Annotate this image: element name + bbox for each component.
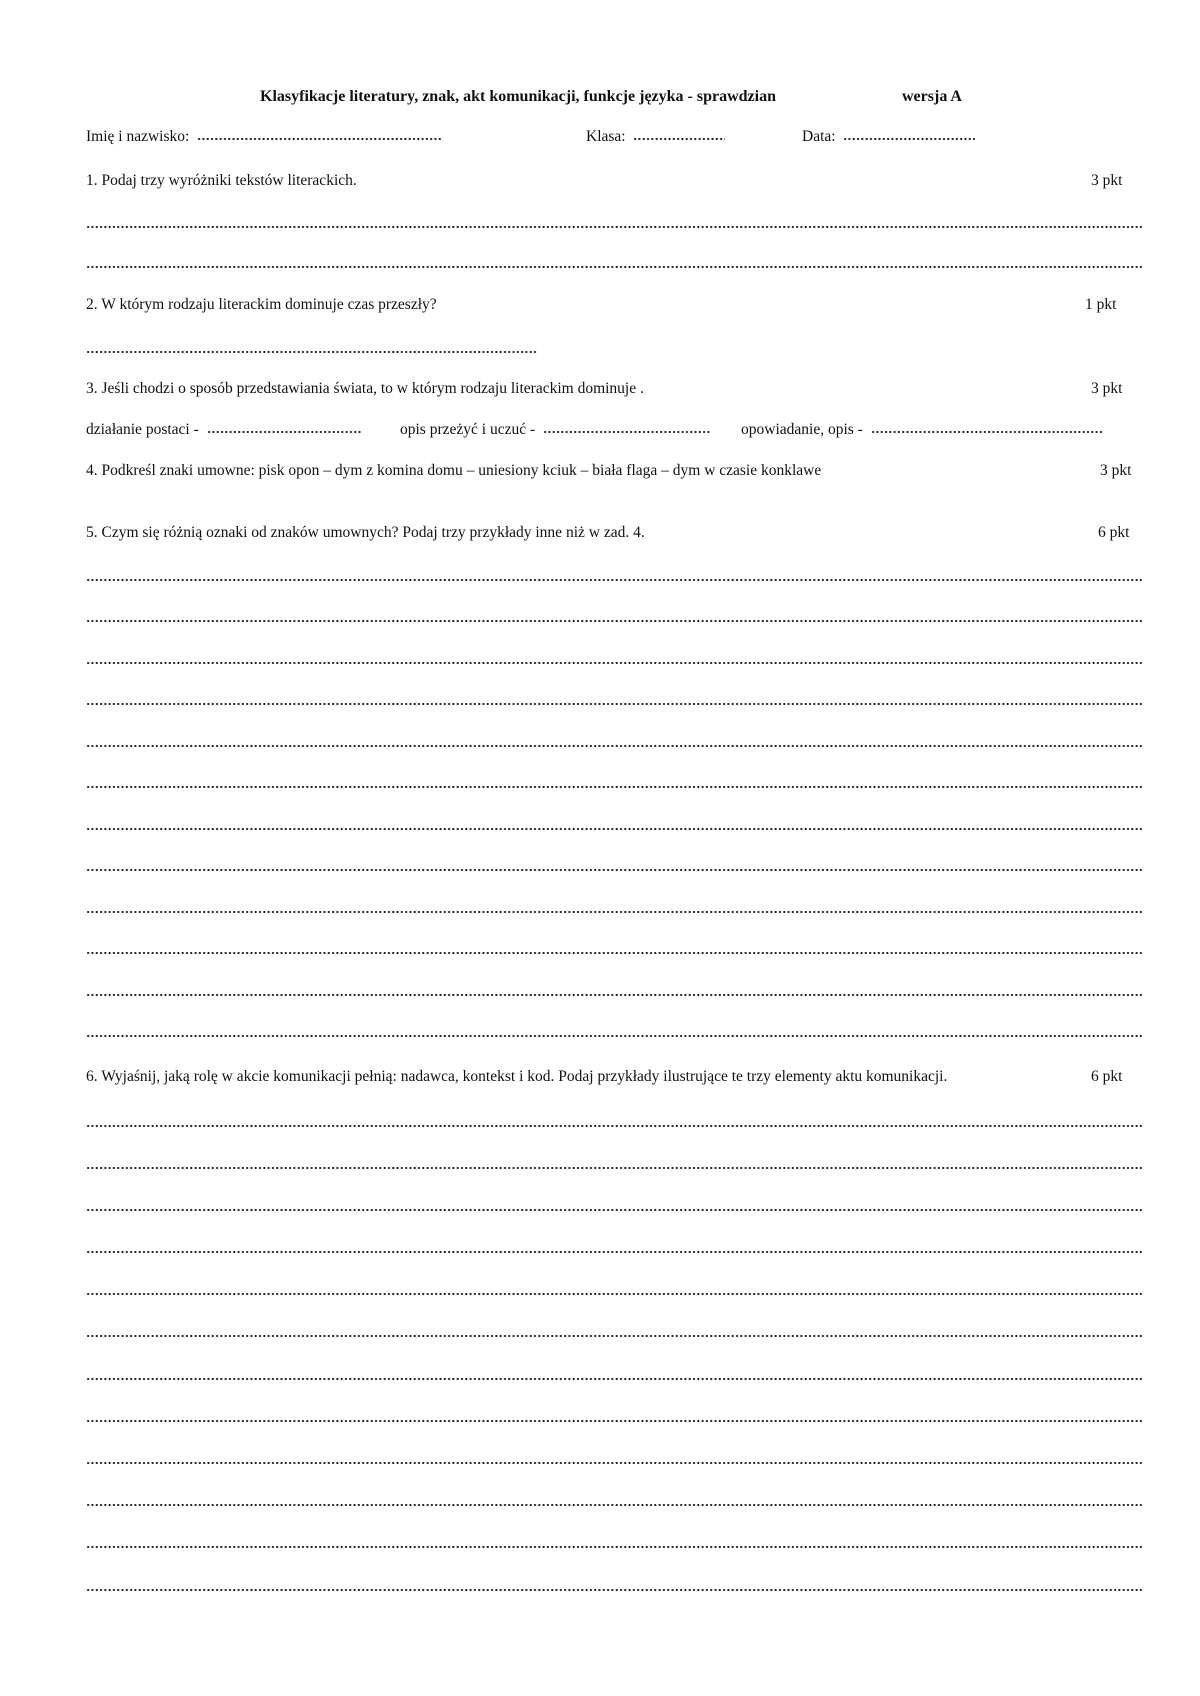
answer-line[interactable]	[86, 1545, 1142, 1549]
question-3-text: 3. Jeśli chodzi o sposób przedstawiania świata, to w którym rodzaju literackim dominuje .	[86, 380, 644, 397]
question-3-points: 3 pkt	[1091, 380, 1123, 397]
answer-line[interactable]	[86, 785, 1142, 789]
question-5-text: 5. Czym się różnią oznaki od znaków umownych? Podaj trzy przykłady inne niż w zad. 4.	[86, 524, 645, 541]
date-label: Data:	[802, 128, 836, 145]
answer-line[interactable]	[86, 1461, 1142, 1465]
question-2-text: 2. W którym rodzaju literackim dominuje czas przeszły?	[86, 296, 437, 313]
q3-action-row	[86, 421, 361, 439]
question-4-text: 4. Podkreśl znaki umowne: pisk opon – dym z komina domu – uniesiony kciuk – biała flaga – dym w czasie konklawe	[86, 462, 822, 479]
date-field-row	[802, 128, 975, 146]
answer-line[interactable]	[86, 1377, 1142, 1381]
answer-line[interactable]	[86, 1503, 1142, 1507]
answer-line[interactable]	[86, 951, 1142, 955]
answer-line[interactable]	[86, 993, 1142, 997]
question-1-text: 1. Podaj trzy wyróżniki tekstów literackich.	[86, 172, 357, 189]
answer-line[interactable]	[86, 827, 1142, 831]
answer-line[interactable]	[86, 1166, 1142, 1170]
question-5-points: 6 pkt	[1098, 524, 1130, 541]
q3-narration-label: opowiadanie, opis -	[741, 421, 863, 438]
q3-feelings-blank[interactable]	[543, 430, 711, 434]
q3-narration-blank[interactable]	[871, 430, 1103, 434]
question-2-points: 1 pkt	[1085, 296, 1117, 313]
answer-line[interactable]	[86, 1588, 1142, 1592]
q3-narration-row	[741, 421, 1103, 439]
date-blank[interactable]	[843, 137, 975, 141]
class-field-row	[586, 128, 725, 146]
answer-line[interactable]	[86, 868, 1142, 872]
q3-feelings-row	[400, 421, 711, 439]
version-label: wersja A	[902, 88, 962, 105]
q3-feelings-label: opis przeżyć i uczuć -	[400, 421, 536, 438]
answer-line[interactable]	[86, 578, 1142, 582]
answer-line[interactable]	[86, 661, 1142, 665]
answer-line[interactable]	[86, 1208, 1142, 1212]
answer-line[interactable]	[86, 1250, 1142, 1254]
answer-line[interactable]	[86, 265, 1142, 269]
answer-line[interactable]	[86, 744, 1142, 748]
answer-line[interactable]	[86, 910, 1142, 914]
answer-line[interactable]	[86, 1334, 1142, 1338]
class-label: Klasa:	[586, 128, 626, 145]
question-4-points: 3 pkt	[1100, 462, 1132, 479]
answer-line[interactable]	[86, 225, 1142, 229]
question-6-text: 6. Wyjaśnij, jaką rolę w akcie komunikacji pełnią: nadawca, kontekst i kod. Podaj przykłady ilustrujące te trzy elementy aktu komunikacji.	[86, 1068, 948, 1085]
page-title: Klasyfikacje literatury, znak, akt komunikacji, funkcje języka - sprawdzian	[260, 88, 776, 105]
name-blank[interactable]	[197, 137, 443, 141]
answer-line[interactable]	[86, 619, 1142, 623]
question-6-points: 6 pkt	[1091, 1068, 1123, 1085]
answer-line[interactable]	[86, 1124, 1142, 1128]
answer-line[interactable]	[86, 350, 538, 354]
answer-line[interactable]	[86, 702, 1142, 706]
answer-line[interactable]	[86, 1292, 1142, 1296]
name-label: Imię i nazwisko:	[86, 128, 190, 145]
question-1-points: 3 pkt	[1091, 172, 1123, 189]
q3-action-blank[interactable]	[207, 430, 361, 434]
answer-line[interactable]	[86, 1419, 1142, 1423]
class-blank[interactable]	[633, 137, 725, 141]
answer-line[interactable]	[86, 1034, 1142, 1038]
name-field-row	[86, 128, 443, 146]
q3-action-label: działanie postaci -	[86, 421, 199, 438]
